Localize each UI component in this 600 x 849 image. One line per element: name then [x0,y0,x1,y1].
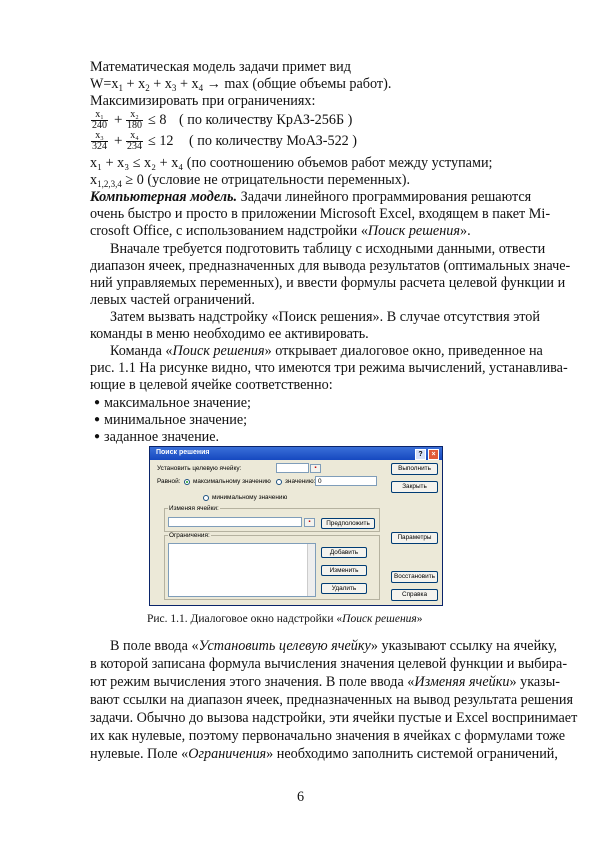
para-field-line-3: ют режим вычисления этого значения. В поле ввода «Изменяя ячейки» указы- [90,674,561,690]
close-button[interactable]: Закрыть [391,481,438,493]
para-prepare-line-3: ний управляемых переменных), и ввести формулы расчета целевой функции и [90,275,566,291]
plus-sign: + [114,133,123,149]
para-prepare-line-4: левых частей ограничений. [90,292,255,308]
cell-reference-icon[interactable]: ▪ [304,518,315,527]
relation-le-8: ≤ 8 [148,112,167,128]
changing-cells-input[interactable] [168,517,302,527]
scrollbar[interactable] [307,544,315,596]
constraint-2-note: ( по количеству МоАЗ-522 ) [189,133,358,149]
radio-value-label: значению: [285,478,316,485]
bullet-icon: ● [94,414,101,425]
para-command-line-3: ющие в целевой ячейке соответственно: [90,377,333,393]
page-number: 6 [297,789,305,805]
options-button[interactable]: Параметры [391,532,438,544]
fraction-x3-324: $\frac{\text{x₃}}{324}$ [92,130,107,152]
constraints-list[interactable] [168,543,316,597]
help-icon[interactable]: ? [415,449,426,460]
para-field-line-4: вают ссылки на диапазон ячеек, предназначенных на вывод результата решения [90,692,573,708]
radio-min[interactable] [203,495,209,501]
cell-reference-icon[interactable]: ▪ [310,464,321,473]
close-icon[interactable]: × [428,449,439,460]
para-field-line-6: их как нулевые, поэтому первоначально значения в ячейках с формулами тоже [90,728,566,744]
radio-max[interactable] [184,479,190,485]
bullet-icon: ● [94,431,101,442]
figure-caption: Рис. 1.1. Диалоговое окно надстройки «Поиск решения» [147,613,423,625]
list-item: максимальное значение; [104,395,251,411]
radio-value[interactable] [276,479,282,485]
radio-min-label: минимальному значению [212,494,288,501]
solve-button[interactable]: Выполнить [391,463,438,475]
para-computer-model-line-3: crosoft Office, с использованием надстройки «Поиск решения». [90,223,471,239]
target-cell-input[interactable] [276,463,309,473]
para-field-line-2: в которой записана формула вычисления значения целевой функции и выбира- [90,656,568,672]
relation-le-12: ≤ 12 [148,133,174,149]
plus-sign: + [114,112,123,128]
para-field-line-1: В поле ввода «Установить целевую ячейку» указывают ссылку на ячейку, [110,638,558,654]
para-prepare-line-1: Вначале требуется подготовить таблицу с исходными данными, отвести [110,241,546,257]
dialog-title: Поиск решения [156,449,210,456]
constraints-label: Ограничения: [169,532,210,539]
guess-button[interactable]: Предположить [321,518,375,529]
fraction-x1-240: $\frac{\text{x₁}}{240}$ [92,109,107,131]
para-call-line-2: команды в меню необходимо ее активировать. [90,326,369,342]
value-input[interactable]: 0 [315,476,377,486]
changing-cells-label: Изменяя ячейки: [169,505,219,512]
reset-button[interactable]: Восстановить [391,571,438,583]
para-command-line-2: рис. 1.1 На рисунке видно, что имеются три режима вычислений, устанавлива- [90,360,568,376]
list-item: минимальное значение; [104,412,248,428]
para-computer-model-line-1: Компьютерная модель. Задачи линейного программирования решаются [90,189,532,205]
list-item: заданное значение. [104,429,220,445]
delete-button[interactable]: Удалить [321,583,367,594]
model-intro: Математическая модель задачи примет вид [90,59,351,75]
equal-label: Равной: [157,478,181,485]
constraint-3: x₁ + x₃ ≤ x₂ + x₄ (по соотношению объемов работ между уступами; [90,155,493,171]
solver-dialog [149,446,443,606]
para-field-line-5: задачи. Обычно до вызова надстройки, эти ячейки пустые и Excel воспринимает [90,710,578,726]
para-computer-model-line-2: очень быстро и просто в приложении Microsoft Excel, входящем в пакет Mi- [90,206,551,222]
non-negativity: $x_{1,2,3,4} \ge 0$ (условие не отрицательности переменных). [90,172,411,189]
constraints-intro: Максимизировать при ограничениях: [90,93,316,109]
fraction-x2-180: $\frac{\text{x₂}}{180}$ [127,109,142,131]
constraint-1-note: ( по количеству КрАЗ-256Б ) [179,112,353,128]
para-call-line-1: Затем вызвать надстройку «Поиск решения». В случае отсутствия этой [110,309,540,325]
fraction-x4-234: $\frac{\text{x₄}}{234}$ [127,130,142,152]
help-button[interactable]: Справка [391,589,438,601]
change-button[interactable]: Изменить [321,565,367,576]
add-button[interactable]: Добавить [321,547,367,558]
bullet-icon: ● [94,397,101,408]
para-field-line-7: нулевые. Поле «Ограничения» необходимо заполнить системой ограничений, [90,746,558,762]
radio-max-label: максимальному значению [193,478,271,485]
para-prepare-line-2: диапазон ячеек, предназначенных для вывода результатов (оптимальных значе- [90,258,571,274]
target-cell-label: Установить целевую ячейку: [157,465,242,472]
para-command-line-1: Команда «Поиск решения» открывает диалоговое окно, приведенное на [110,343,543,359]
dialog-titlebar [150,447,442,460]
objective-function: $W=x_1 + x_2 + x_3 + x_4 \to \max$ (общие объемы работ). [90,76,392,93]
